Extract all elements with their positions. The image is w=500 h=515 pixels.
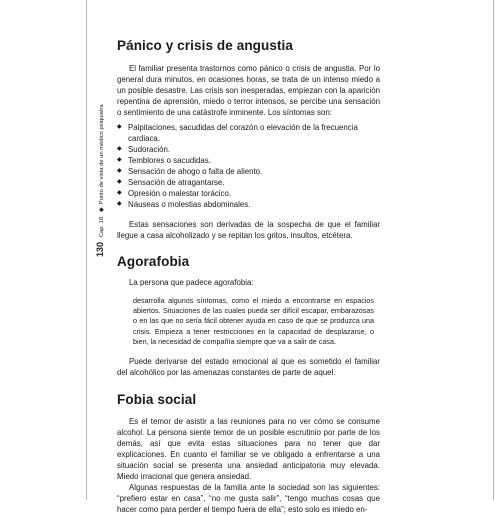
panic-paragraph: El familiar presenta trastornos como pánico o crisis de angustia. Por lo general dura minutos, en ocasiones horas, se trata de un intenso miedo a un posible desastre. Las crisis son inesperadas, empiezan con la aparición repentina de aprensión, miedo o terror intensos, se percibe una sensación o sentimiento de una catástrofe inminente. Los síntomas son: xyxy=(117,64,380,117)
diamond-bullet-icon: ◆ xyxy=(117,168,122,174)
page-margin xyxy=(87,104,109,268)
agoraphobia-after-paragraph: Puede derivarse del estado emocional al que es sometido el familiar del alcohólico por las amenazas constantes de parte de aquel. xyxy=(117,357,380,378)
social-phobia-paragraph-1: Es el temor de asistir a las reuniones para no ver cómo se consume alcohol. La persona siente temor de un posible escrutinio por parte de los demás, así que evita estas situaciones para no tener que dar explicaciones. En cuanto el familiar se ve obligado a enfrentarse a una situación social se presenta una ansiedad anticipatoria muy elevada. Miedo irracional que genera ansiedad. xyxy=(117,417,380,482)
list-item: ◆ Sensación de ahogo o falta de aliento. xyxy=(117,167,263,176)
diamond-bullet-icon: ◆ xyxy=(117,179,122,185)
section-title-social-phobia: Fobia social xyxy=(117,392,197,408)
symptom-list xyxy=(117,122,380,210)
diamond-icon: ◆ xyxy=(99,207,105,212)
agoraphobia-intro: La persona que padece agorafobia: xyxy=(129,278,254,287)
section-title-agoraphobia: Agorafobia xyxy=(117,254,190,269)
social-phobia-paragraph-2: Algunas respuestas de la familia ante la sociedad son las siguientes: “prefiero estar en casa”, “no me gusta salir”, “tengo muchas cosas que hacer como para perder el tiempo fuera de ella”; esto solo es miedo en- xyxy=(117,483,380,515)
diamond-bullet-icon: ◆ xyxy=(117,201,122,207)
page-content xyxy=(117,38,380,515)
section-title-panic: Pánico y crisis de angustia xyxy=(117,38,294,53)
diamond-bullet-icon: ◆ xyxy=(117,157,122,163)
list-item: ◆ Sensación de atragantarse. xyxy=(117,178,225,187)
list-item: ◆ Palpitaciones, sacudidas del corazón o elevación de la frecuencia cardiaca. xyxy=(117,123,358,143)
list-item: ◆ Sudoración. xyxy=(117,145,171,154)
list-item: ◆ Náuseas o molestias abdominales. xyxy=(117,200,251,209)
diamond-bullet-icon: ◆ xyxy=(117,124,122,130)
chapter-title: Punto de vista de un médico psiquiatra xyxy=(99,104,105,205)
agoraphobia-quote: desarrolla algunos síntomas, como el miedo a encontrarse en espacios abiertos. Situaciones de las cuales pueda ser difícil escapar, embarazosas o en las que no sería fácil obtener ayuda en caso de que se produzca una crisis. Empieza a tener restricciones en la capacidad de desplazarse, o bien, la necesidad de compañía siempre que va a salir de casa. xyxy=(133,296,374,346)
list-item: ◆ Temblores o sacudidas. xyxy=(117,156,211,165)
page-number: 130 xyxy=(95,241,105,257)
list-item: ◆ Opresión o malestar torácico. xyxy=(117,189,232,198)
panic-after-paragraph: Estas sensaciones son derivadas de la sospecha de que el familiar llegue a casa alcoholizado y se repitan los gritos, insultos, etcétera. xyxy=(117,220,380,240)
diamond-bullet-icon: ◆ xyxy=(117,146,122,152)
diamond-bullet-icon: ◆ xyxy=(117,190,122,196)
running-header xyxy=(89,104,111,257)
chapter-label: Cap. 18. xyxy=(99,215,105,238)
